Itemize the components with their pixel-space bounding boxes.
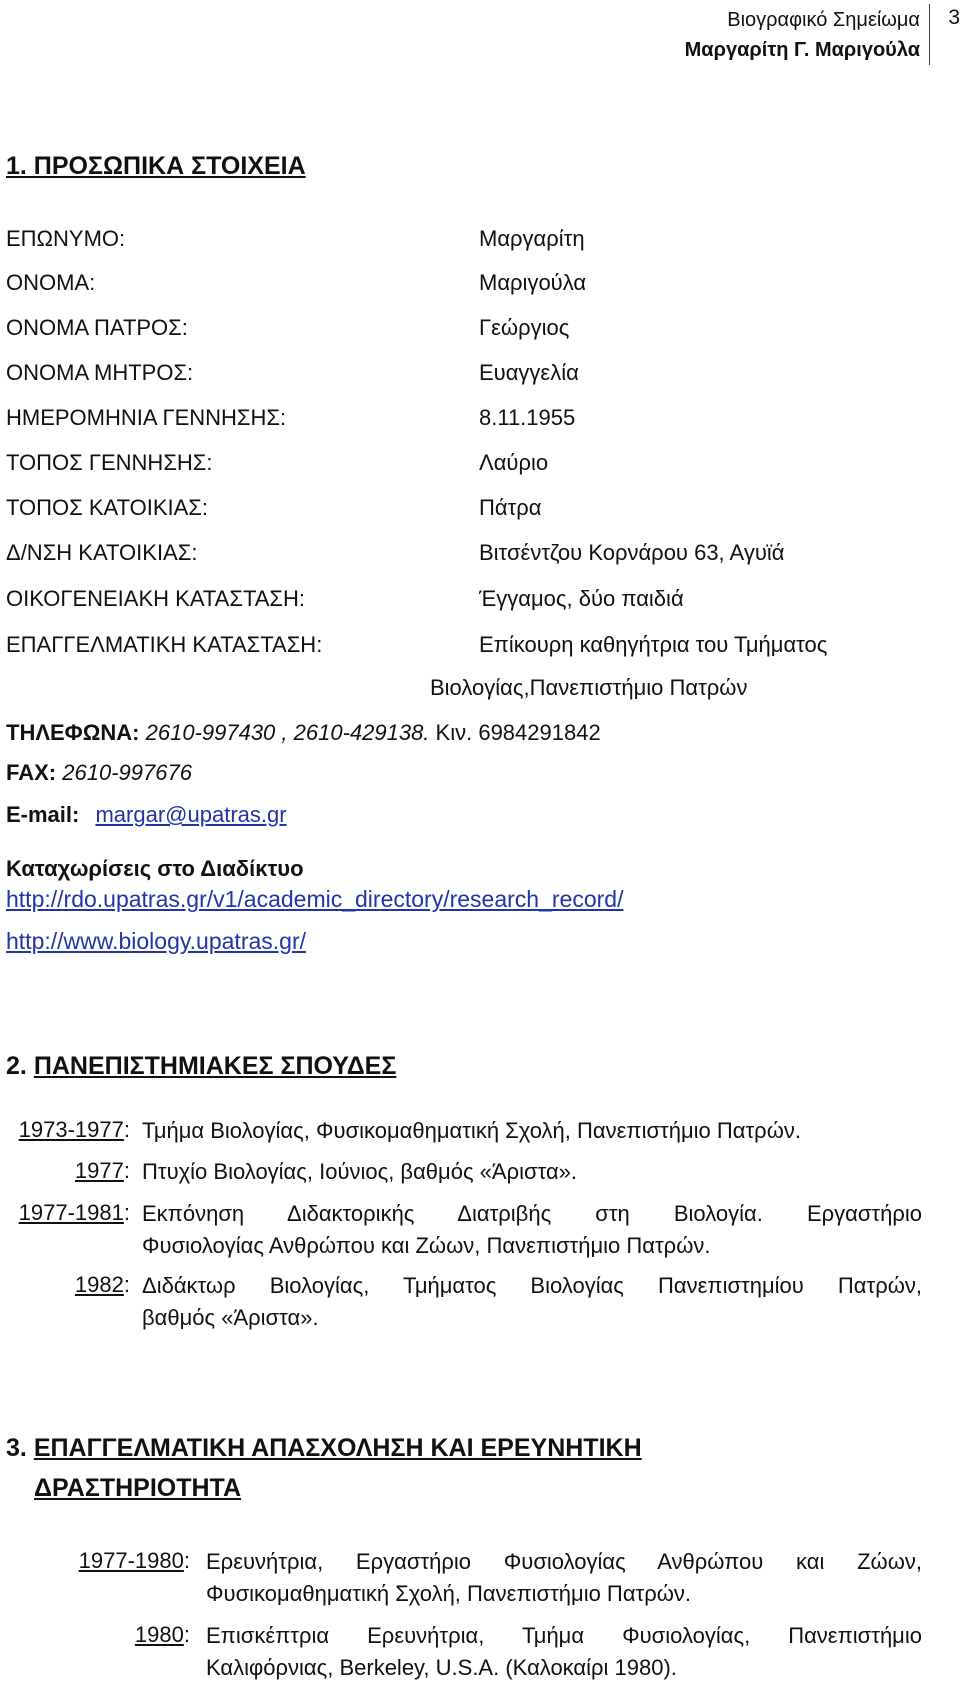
field-value: Επίκουρη καθηγήτρια του Τμήματος bbox=[479, 632, 828, 657]
field-value: Γεώργιος bbox=[479, 315, 570, 340]
field-label: ΕΠΑΓΓΕΛΜΑΤΙΚΗ ΚΑΤΑΣΤΑΣΗ: bbox=[6, 632, 323, 657]
entry-text: Εκπόνηση Διδακτορικής Διατριβής στη Βιολογία. Εργαστήριο Φυσιολογίας Ανθρώπου και Ζώων, Πανεπιστήμιο Πατρών. bbox=[142, 1201, 922, 1258]
field-label: ΗΜΕΡΟΜΗΝΙΑ ΓΕΝΝΗΣΗΣ: bbox=[6, 405, 287, 430]
web-link-rdo[interactable]: http://rdo.upatras.gr/v1/academic_directory/research_record/ bbox=[6, 886, 624, 912]
section-3-title: 3. ΕΠΑΓΓΕΛΜΑΤΙΚΗ ΑΠΑΣΧΟΛΗΣΗ ΚΑΙ ΕΡΕΥΝΗΤΙΚΗ ΔΡΑΣΤΗΡΙΟΤΗΤΑ bbox=[6, 1434, 642, 1502]
entry-date: 1982: bbox=[74, 1272, 130, 1297]
fax-label: FAX: bbox=[6, 760, 57, 785]
field-label: ΟΙΚΟΓΕΝΕΙΑΚΗ ΚΑΤΑΣΤΑΣΗ: bbox=[6, 586, 306, 611]
phones-value: 2610-997430 , 2610-429138. bbox=[145, 720, 430, 745]
fax-value: 2610-997676 bbox=[62, 760, 192, 785]
field-label: ΤΟΠΟΣ ΓΕΝΝΗΣΗΣ: bbox=[6, 450, 213, 475]
entry-text: Τμήμα Βιολογίας, Φυσικομαθηματική Σχολή, Πανεπιστήμιο Πατρών. bbox=[142, 1118, 801, 1143]
mobile-value: Κιν. 6984291842 bbox=[435, 720, 601, 745]
section-1-title: 1. ΠΡΟΣΩΠΙΚΑ ΣΤΟΙΧΕΙΑ bbox=[6, 152, 306, 180]
entry-text: Πτυχίο Βιολογίας, Ιούνιος, βαθμός «Άριστα». bbox=[142, 1159, 578, 1184]
phones-line bbox=[6, 720, 601, 746]
email-label: E-mail: bbox=[6, 802, 80, 827]
field-value: Μαργαρίτη bbox=[479, 226, 585, 251]
header-author: Μαργαρίτη Γ. Μαριγούλα bbox=[684, 39, 920, 61]
field-label: ΟΝΟΜΑ: bbox=[6, 270, 96, 295]
field-value: Έγγαμος, δύο παιδιά bbox=[479, 586, 684, 611]
field-label: ΤΟΠΟΣ ΚΑΤΟΙΚΙΑΣ: bbox=[6, 495, 209, 520]
field-value: Λαύριο bbox=[479, 450, 549, 475]
field-value: Πάτρα bbox=[479, 495, 542, 520]
entry-date: 1973-1977: bbox=[18, 1117, 130, 1142]
fax-line bbox=[6, 760, 192, 786]
field-value: Βιτσέντζου Κορνάρου 63, Αγυϊά bbox=[479, 540, 785, 565]
field-label: ΕΠΩΝΥΜΟ: bbox=[6, 226, 126, 251]
field-label: Δ/ΝΣΗ ΚΑΤΟΙΚΙΑΣ: bbox=[6, 540, 198, 565]
web-heading-text: Καταχωρίσεις στο Διαδίκτυο bbox=[6, 856, 304, 881]
entry-text: Ερευνήτρια, Εργαστήριο Φυσιολογίας Ανθρώπου και Ζώων, Φυσικομαθηματική Σχολή, Πανεπιστήμιο Πατρών. bbox=[206, 1549, 922, 1606]
header-text bbox=[685, 4, 930, 65]
entry-date: 1980: bbox=[134, 1622, 190, 1647]
web-heading bbox=[6, 856, 304, 882]
entry-text: Επισκέπτρια Ερευνήτρια, Τμήμα Φυσιολογίας, Πανεπιστήμιο Καλιφόρνιας, Berkeley, U.S.A. (Καλοκαίρι 1980). bbox=[206, 1623, 922, 1680]
entry-date: 1977-1980: bbox=[78, 1548, 190, 1573]
page-header bbox=[685, 4, 960, 65]
page-number: 3 bbox=[948, 6, 960, 29]
email-link[interactable]: margar@upatras.gr bbox=[95, 802, 287, 827]
field-value: Μαριγούλα bbox=[479, 270, 587, 295]
web-link-biology[interactable]: http://www.biology.upatras.gr/ bbox=[6, 928, 306, 954]
professional-status-continuation: Βιολογίας,Πανεπιστήμιο Πατρών bbox=[430, 675, 748, 700]
field-value: Ευαγγελία bbox=[479, 360, 579, 385]
field-value: 8.11.1955 bbox=[479, 405, 576, 430]
field-label: ΟΝΟΜΑ ΠΑΤΡΟΣ: bbox=[6, 315, 188, 340]
field-label: ΟΝΟΜΑ ΜΗΤΡΟΣ: bbox=[6, 360, 194, 385]
email-line bbox=[6, 802, 287, 828]
entry-date: 1977: bbox=[74, 1158, 130, 1183]
entry-date: 1977-1981: bbox=[18, 1200, 130, 1225]
entry-text: Διδάκτωρ Βιολογίας, Τμήματος Βιολογίας Πανεπιστημίου Πατρών, βαθμός «Άριστα». bbox=[142, 1273, 922, 1330]
section-2-title: 2. ΠΑΝΕΠΙΣΤΗΜΙΑΚΕΣ ΣΠΟΥΔΕΣ bbox=[6, 1052, 397, 1080]
phones-label: ΤΗΛΕΦΩΝΑ: bbox=[6, 720, 140, 745]
header-doc-title: Βιογραφικό Σημείωμα bbox=[727, 9, 920, 31]
